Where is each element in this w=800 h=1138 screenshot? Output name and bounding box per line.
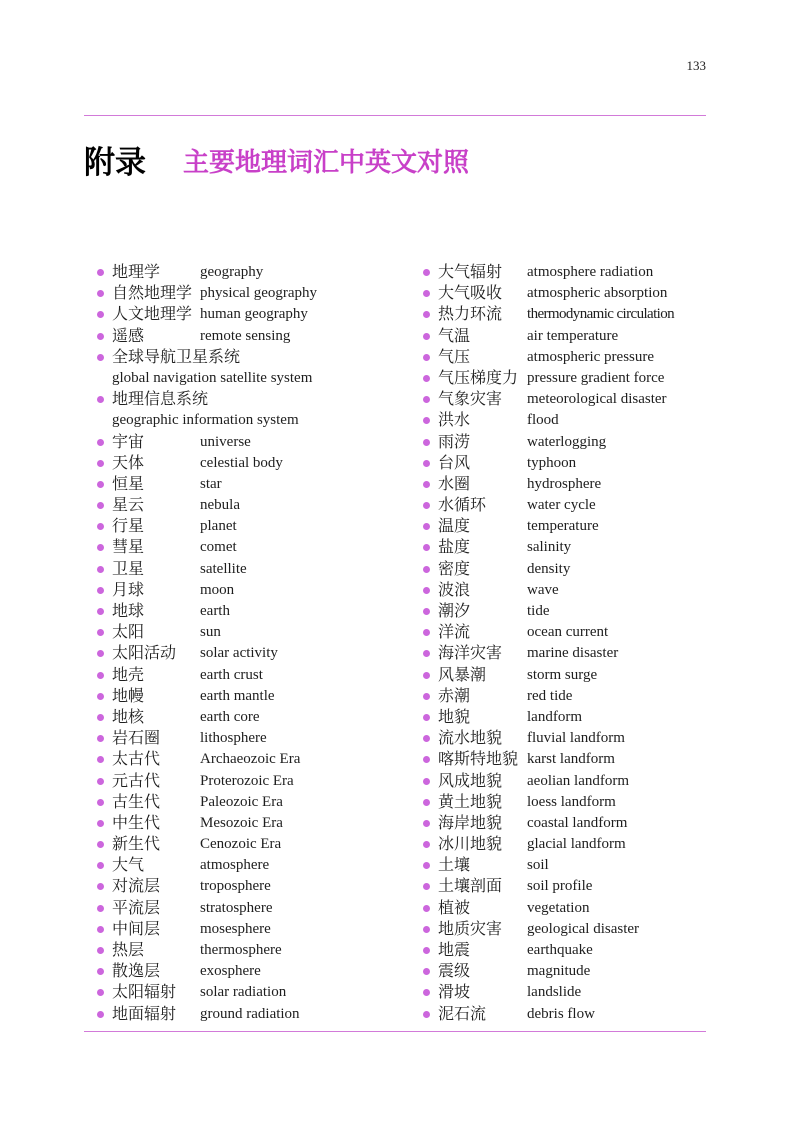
term-chinese: 洋流 [438, 624, 471, 642]
glossary-entry [97, 432, 407, 453]
bullet-icon [423, 439, 430, 446]
term-english: atmosphere radiation [527, 264, 654, 280]
term-english: earthquake [527, 942, 593, 958]
term-english: Proterozoic Era [200, 772, 294, 789]
glossary-entry [97, 304, 407, 325]
term-chinese: 散逸层 [112, 963, 161, 981]
glossary-entry-continuation [97, 410, 407, 431]
glossary-entry [423, 432, 708, 453]
bullet-icon [423, 502, 430, 509]
glossary-entry [97, 580, 407, 601]
bullet-icon [423, 629, 430, 636]
term-english: hydrosphere [527, 475, 602, 492]
bullet-icon [423, 650, 430, 657]
term-chinese: 风暴潮 [438, 666, 487, 684]
term-chinese: 元古代 [112, 772, 161, 790]
glossary-entry [97, 622, 407, 643]
bullet-icon [97, 735, 104, 742]
term-english: thermodynamic circulation [527, 306, 675, 323]
glossary-entry [423, 792, 708, 813]
glossary-entry [97, 347, 407, 368]
glossary-entry [423, 686, 708, 707]
glossary-entry [97, 643, 407, 664]
term-english: wave [527, 581, 559, 598]
term-chinese: 行星 [112, 518, 145, 536]
term-chinese: 赤潮 [438, 687, 471, 705]
term-chinese: 密度 [438, 560, 471, 578]
term-english: red tide [527, 687, 573, 704]
term-english: physical geography [200, 285, 318, 302]
term-chinese: 海洋灾害 [438, 645, 503, 663]
glossary-entry [423, 326, 708, 347]
term-chinese: 平流层 [112, 899, 161, 917]
term-english: atmospheric absorption [527, 285, 668, 302]
bullet-icon [423, 841, 430, 848]
term-english: debris flow [527, 1005, 595, 1022]
bullet-icon [423, 968, 430, 975]
term-chinese: 水圈 [438, 475, 471, 493]
term-english: temperature [527, 518, 599, 535]
glossary-entry [97, 898, 407, 919]
term-chinese: 自然地理学 [112, 285, 193, 303]
glossary-entry [97, 601, 407, 622]
term-chinese: 古生代 [112, 793, 161, 811]
bullet-icon [97, 693, 104, 700]
bullet-icon [97, 396, 104, 403]
glossary-entry [423, 771, 708, 792]
term-chinese: 喀斯特地貌 [438, 751, 519, 769]
bullet-icon [97, 905, 104, 912]
term-chinese: 盐度 [438, 539, 471, 557]
term-chinese: 滑坡 [438, 984, 471, 1002]
bullet-icon [423, 460, 430, 467]
bullet-icon [423, 311, 430, 318]
glossary-entry [423, 919, 708, 940]
term-chinese: 人文地理学 [112, 306, 193, 324]
glossary-entry [97, 771, 407, 792]
term-english: solar activity [200, 645, 278, 662]
bullet-icon [423, 396, 430, 403]
bullet-icon [423, 566, 430, 573]
bullet-icon [423, 269, 430, 276]
bullet-icon [97, 290, 104, 297]
term-english: geographic information system [112, 412, 299, 429]
glossary-entry [423, 643, 708, 664]
term-english: geography [200, 264, 264, 280]
page-number: 133 [686, 58, 706, 73]
bullet-icon [97, 1011, 104, 1018]
term-chinese: 洪水 [438, 412, 471, 430]
glossary-entry [97, 326, 407, 347]
bullet-icon [423, 714, 430, 721]
term-english: planet [200, 518, 237, 535]
bullet-icon [423, 905, 430, 912]
term-chinese: 地面辐射 [112, 1005, 177, 1023]
bottom-rule [84, 1031, 706, 1032]
glossary-entry [423, 855, 708, 876]
term-english: Paleozoic Era [200, 793, 283, 810]
bullet-icon [97, 926, 104, 933]
glossary-entry [423, 834, 708, 855]
glossary-entry [97, 474, 407, 495]
term-chinese: 气温 [438, 327, 471, 345]
term-english: soil profile [527, 878, 593, 895]
glossary-entry [423, 389, 708, 410]
term-chinese: 岩石圈 [112, 730, 161, 748]
term-chinese: 台风 [438, 454, 471, 472]
bullet-icon [97, 989, 104, 996]
term-chinese: 卫星 [112, 560, 145, 578]
bullet-icon [97, 756, 104, 763]
term-english: stratosphere [200, 899, 273, 916]
bullet-icon [423, 799, 430, 806]
term-english: ground radiation [200, 1005, 300, 1022]
glossary-entry [423, 283, 708, 304]
bullet-icon [423, 417, 430, 424]
glossary-entry [97, 919, 407, 940]
bullet-icon [97, 629, 104, 636]
term-chinese: 冰川地貌 [438, 836, 503, 854]
bullet-icon [97, 439, 104, 446]
term-english: coastal landform [527, 814, 628, 831]
bullet-icon [97, 650, 104, 657]
bullet-icon [423, 290, 430, 297]
term-english: human geography [200, 306, 308, 323]
glossary-entry [97, 283, 407, 304]
term-english: sun [200, 624, 221, 641]
term-chinese: 热力环流 [438, 306, 503, 324]
glossary-entry [423, 453, 708, 474]
term-english: water cycle [527, 497, 596, 514]
term-chinese: 星云 [112, 497, 145, 515]
glossary-entry [97, 940, 407, 961]
bullet-icon [423, 778, 430, 785]
glossary-entry [423, 495, 708, 516]
term-english: karst landform [527, 751, 615, 768]
glossary-entry [423, 961, 708, 982]
glossary-entry [97, 262, 407, 283]
bullet-icon [97, 502, 104, 509]
term-chinese: 潮汐 [438, 603, 471, 620]
term-chinese: 地理学 [112, 264, 161, 281]
term-chinese: 雨涝 [438, 433, 471, 451]
term-chinese: 地壳 [112, 666, 145, 684]
glossary-entry [97, 686, 407, 707]
term-chinese: 植被 [438, 899, 471, 917]
bullet-icon [423, 947, 430, 954]
term-chinese: 震级 [438, 963, 471, 981]
term-english: density [527, 560, 571, 577]
glossary-entry [423, 262, 708, 283]
term-chinese: 大气 [112, 857, 145, 875]
glossary-entry [97, 389, 407, 410]
term-english: storm surge [527, 666, 598, 683]
glossary-entry [423, 474, 708, 495]
term-chinese: 流水地貌 [438, 730, 503, 748]
term-english: satellite [200, 560, 247, 577]
bullet-icon [97, 714, 104, 721]
glossary-entry [97, 728, 407, 749]
term-english: glacial landform [527, 836, 626, 853]
bullet-icon [423, 883, 430, 890]
term-chinese: 土壤 [438, 857, 471, 875]
bullet-icon [423, 608, 430, 615]
term-chinese: 地貌 [438, 708, 471, 726]
bullet-icon [423, 989, 430, 996]
bullet-icon [423, 756, 430, 763]
term-chinese: 泥石流 [438, 1005, 487, 1023]
bullet-icon [423, 333, 430, 340]
term-chinese: 恒星 [112, 475, 145, 493]
term-english: Archaeozoic Era [200, 751, 301, 768]
bullet-icon [423, 926, 430, 933]
bullet-icon [97, 841, 104, 848]
glossary-entry [423, 622, 708, 643]
term-chinese: 地幔 [112, 687, 145, 705]
bullet-icon [423, 820, 430, 827]
term-english: nebula [200, 497, 240, 514]
term-english: aeolian landform [527, 772, 630, 789]
term-english: Mesozoic Era [200, 814, 283, 831]
appendix-label: 附录 [84, 145, 146, 180]
term-chinese: 全球导航卫星系统 [112, 348, 241, 366]
term-chinese: 大气辐射 [438, 264, 503, 281]
term-chinese: 水循环 [438, 497, 487, 515]
bullet-icon [97, 544, 104, 551]
term-english: comet [200, 539, 237, 556]
term-english: lithosphere [200, 730, 267, 747]
bullet-icon [97, 672, 104, 679]
term-chinese: 新生代 [112, 836, 161, 854]
glossary-entry [97, 516, 407, 537]
term-chinese: 黄土地貌 [438, 793, 503, 811]
term-english: meteorological disaster [527, 391, 667, 408]
bullet-icon [97, 947, 104, 954]
term-chinese: 天体 [112, 454, 145, 472]
glossary-entry [423, 516, 708, 537]
term-english: earth [200, 603, 230, 619]
bullet-icon [97, 333, 104, 340]
bullet-icon [97, 587, 104, 594]
glossary-entry [97, 707, 407, 728]
term-chinese: 地球 [112, 603, 145, 620]
term-chinese: 海岸地貌 [438, 814, 503, 832]
term-english: global navigation satellite system [112, 369, 313, 386]
term-english: star [200, 475, 222, 492]
term-english: exosphere [200, 963, 261, 980]
glossary-entry [423, 707, 708, 728]
term-chinese: 波浪 [438, 581, 471, 599]
bullet-icon [423, 375, 430, 382]
glossary-entry [97, 1004, 407, 1025]
glossary-entry [97, 749, 407, 770]
bullet-icon [97, 799, 104, 806]
term-english: air temperature [527, 327, 619, 344]
glossary-entry [423, 1004, 708, 1025]
bullet-icon [97, 523, 104, 530]
term-english: landslide [527, 984, 582, 1001]
term-english: Cenozoic Era [200, 836, 282, 853]
glossary-entry [423, 982, 708, 1003]
term-english: magnitude [527, 963, 591, 980]
glossary-entry [423, 537, 708, 558]
bullet-icon [97, 820, 104, 827]
term-english: landform [527, 708, 582, 725]
bullet-icon [423, 693, 430, 700]
term-english: moon [200, 581, 235, 598]
bullet-icon [97, 481, 104, 488]
term-chinese: 遥感 [112, 327, 145, 345]
glossary-entry [423, 410, 708, 431]
term-english: tide [527, 603, 550, 619]
term-english: atmosphere [200, 857, 270, 874]
term-chinese: 太阳 [112, 624, 145, 642]
term-english: fluvial landform [527, 730, 625, 747]
glossary-left-column [97, 262, 407, 1025]
term-english: celestial body [200, 454, 283, 471]
term-chinese: 中生代 [112, 814, 161, 832]
term-chinese: 太阳活动 [112, 645, 177, 663]
term-english: waterlogging [527, 433, 607, 450]
term-chinese: 中间层 [112, 920, 161, 938]
term-english: solar radiation [200, 984, 287, 1001]
bullet-icon [97, 311, 104, 318]
glossary-entry [423, 580, 708, 601]
term-english: universe [200, 433, 251, 450]
glossary-entry [423, 813, 708, 834]
bullet-icon [97, 862, 104, 869]
term-english: atmospheric pressure [527, 348, 655, 365]
glossary-entry [97, 813, 407, 834]
appendix-title: 主要地理词汇中英文对照 [183, 148, 470, 177]
glossary-entry [423, 601, 708, 622]
term-english: remote sensing [200, 327, 291, 344]
glossary-entry [97, 855, 407, 876]
term-chinese: 气压梯度力 [438, 369, 519, 387]
bullet-icon [97, 460, 104, 467]
term-english: thermosphere [200, 942, 282, 958]
glossary-entry [423, 347, 708, 368]
term-english: typhoon [527, 454, 577, 471]
bullet-icon [97, 566, 104, 573]
term-chinese: 风成地貌 [438, 772, 503, 790]
term-chinese: 气象灾害 [438, 391, 503, 409]
term-chinese: 地核 [112, 708, 145, 726]
glossary-right-column [423, 262, 708, 1025]
term-english: earth mantle [200, 687, 275, 704]
bullet-icon [97, 968, 104, 975]
term-english: mosesphere [200, 920, 271, 937]
top-rule [84, 115, 706, 116]
term-english: salinity [527, 539, 572, 556]
bullet-icon [97, 354, 104, 361]
glossary-entry [97, 559, 407, 580]
bullet-icon [423, 354, 430, 361]
glossary-entry [423, 368, 708, 389]
term-english: earth crust [200, 666, 263, 683]
term-english: geological disaster [527, 920, 640, 937]
bullet-icon [423, 544, 430, 551]
bullet-icon [423, 481, 430, 488]
term-chinese: 土壤剖面 [438, 878, 503, 896]
term-english: earth core [200, 708, 260, 725]
term-chinese: 太古代 [112, 751, 161, 769]
glossary-entry [423, 749, 708, 770]
glossary-entry [423, 665, 708, 686]
bullet-icon [97, 608, 104, 615]
term-english: ocean current [527, 624, 609, 641]
glossary-entry [97, 792, 407, 813]
bullet-icon [423, 587, 430, 594]
term-chinese: 地震 [438, 942, 471, 959]
glossary-entry [97, 961, 407, 982]
bullet-icon [423, 735, 430, 742]
term-chinese: 温度 [438, 518, 471, 536]
term-english: troposphere [200, 878, 271, 895]
glossary-entry [423, 559, 708, 580]
glossary-entry [97, 876, 407, 897]
term-chinese: 对流层 [112, 878, 161, 896]
term-chinese: 地质灾害 [438, 920, 503, 938]
glossary-entry [423, 304, 708, 325]
bullet-icon [423, 1011, 430, 1018]
glossary-entry [97, 495, 407, 516]
term-chinese: 太阳辐射 [112, 984, 177, 1002]
term-chinese: 月球 [112, 581, 145, 599]
term-chinese: 彗星 [112, 539, 145, 557]
glossary-entry [423, 728, 708, 749]
glossary-entry [97, 453, 407, 474]
bullet-icon [97, 778, 104, 785]
bullet-icon [423, 862, 430, 869]
term-chinese: 地理信息系统 [112, 391, 209, 409]
term-english: loess landform [527, 793, 616, 810]
term-chinese: 热层 [112, 942, 145, 959]
term-chinese: 宇宙 [112, 433, 145, 451]
glossary-entry-continuation [97, 368, 407, 389]
glossary-entry [97, 982, 407, 1003]
term-chinese: 大气吸收 [438, 285, 503, 303]
glossary-entry [423, 940, 708, 961]
bullet-icon [423, 523, 430, 530]
bullet-icon [97, 883, 104, 890]
glossary-entry [423, 898, 708, 919]
term-english: pressure gradient force [527, 369, 665, 386]
term-english: flood [527, 412, 559, 429]
glossary-entry [97, 834, 407, 855]
term-english: vegetation [527, 899, 590, 916]
glossary-entry [97, 665, 407, 686]
term-chinese: 气压 [438, 348, 471, 366]
glossary-entry [423, 876, 708, 897]
bullet-icon [423, 672, 430, 679]
bullet-icon [97, 269, 104, 276]
term-english: soil [527, 857, 549, 874]
glossary-entry [97, 537, 407, 558]
term-english: marine disaster [527, 645, 619, 662]
